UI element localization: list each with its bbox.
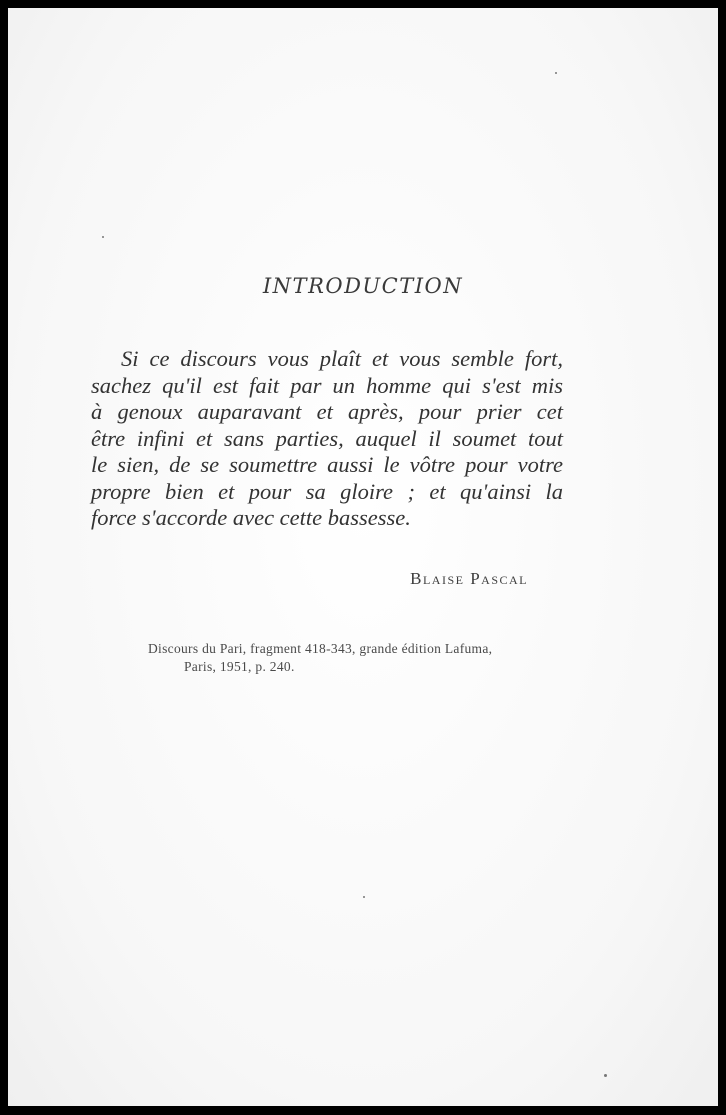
- chapter-title: INTRODUCTION: [262, 274, 464, 298]
- quote-line: être infini et sans parties, auquel il soumet tout: [91, 425, 563, 451]
- paper-speck: [363, 896, 365, 898]
- quote-line: le sien, de se soumettre aussi le vôtre pour votre: [91, 452, 563, 477]
- source-citation: [148, 640, 578, 676]
- citation-line: Discours du Pari, fragment 418-343, grande édition Lafuma,: [148, 641, 493, 656]
- paper-speck: [604, 1074, 607, 1077]
- quote-line: propre bien et pour sa gloire ; et qu'ainsi la: [91, 478, 563, 504]
- citation-line: Paris, 1951, p. 240.: [184, 659, 295, 674]
- quote-author: Blaise Pascal: [410, 569, 528, 588]
- epigraph-quote: [91, 346, 563, 532]
- book-page: [8, 8, 718, 1106]
- paper-speck: [102, 236, 104, 238]
- quote-line: à genoux auparavant et après, pour prier cet: [91, 399, 563, 424]
- quote-line: Si ce discours vous plaît et vous semble fort,: [121, 346, 563, 371]
- quote-line: force s'accorde avec cette bassesse.: [91, 505, 411, 530]
- quote-line: sachez qu'il est fait par un homme qui s'est mis: [91, 372, 563, 398]
- paper-speck: [555, 72, 557, 74]
